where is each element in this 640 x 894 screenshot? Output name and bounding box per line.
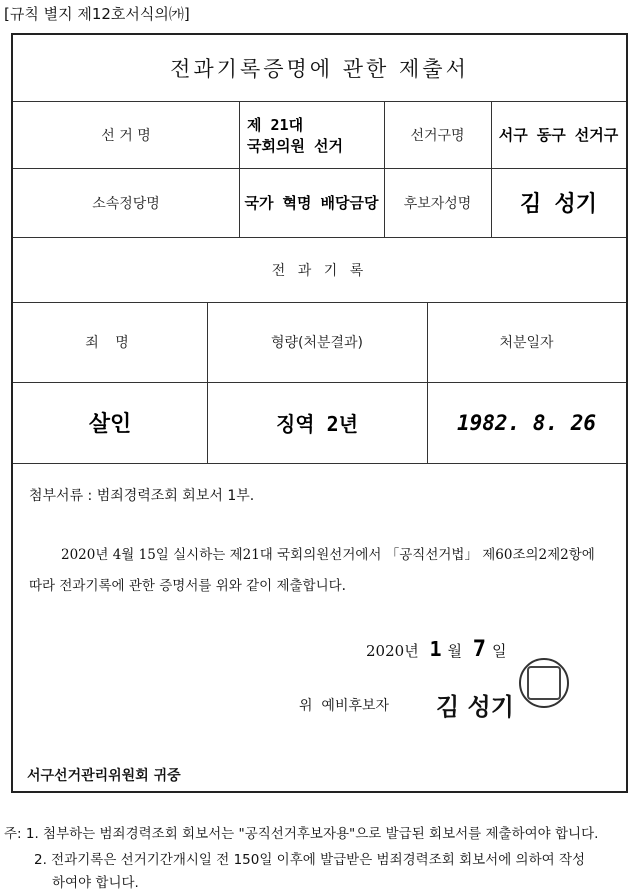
statement-line-2: 따라 전과기록에 관한 증명서를 위와 같이 제출합니다. xyxy=(29,578,346,594)
sentence-value: 징역 2년 xyxy=(275,412,359,436)
date-day: 7 xyxy=(472,637,487,662)
recipient: 서구선거관리위원회 귀중 xyxy=(27,768,181,784)
party-name-label: 소속정당명 xyxy=(92,195,160,212)
criminal-record-section-title: 전 과 기 록 xyxy=(271,262,368,279)
date-month-unit: 월 xyxy=(447,642,463,660)
candidate-name-label: 후보자성명 xyxy=(403,195,472,212)
election-name-line2: 국회의원 선거 xyxy=(247,136,343,155)
seal-stamp-inner xyxy=(527,666,561,700)
seal-stamp xyxy=(519,658,569,708)
candidate-name-value: 김 성기 xyxy=(519,192,597,217)
sentence-header: 형량(처분결과) xyxy=(270,335,364,351)
offense-header: 죄 명 xyxy=(85,335,135,351)
election-name-value xyxy=(239,101,384,168)
district-name-label: 선거구명 xyxy=(410,127,465,144)
election-name-line1: 제 21대 xyxy=(247,115,304,134)
date-year-unit: 년 xyxy=(404,642,419,660)
district-name-value: 서구 동구 선거구 xyxy=(498,126,619,144)
signer-signature: 김 성기 xyxy=(436,692,514,721)
submission-date xyxy=(366,637,507,662)
divider xyxy=(13,463,626,464)
statement-line-1: 2020년 4월 15일 실시하는 제21대 국회의원선거에서 「공직선거법」 제60조의2제2항에 xyxy=(61,547,595,563)
date-month: 1 xyxy=(429,637,442,661)
note-line-1: 주: 1. 첨부하는 범죄경력조회 회보서는 "공직선거후보자용"으로 발급된 회보서를 제출하여야 합니다. xyxy=(4,826,599,842)
date-year: 2020 xyxy=(366,642,405,660)
election-name-label: 선 거 명 xyxy=(101,127,151,144)
signer-label: 위 예비후보자 xyxy=(299,698,390,714)
date-day-unit: 일 xyxy=(492,642,507,660)
form-reference-header: [규칙 별지 제12호서식의㈎] xyxy=(4,5,190,23)
attachment-text: 첨부서류 : 범죄경력조회 회보서 1부. xyxy=(29,488,255,504)
disposition-date-value: 1982. 8. 26 xyxy=(456,410,597,435)
party-name-value: 국가 혁명 배당금당 xyxy=(244,194,379,212)
disposition-date-header: 처분일자 xyxy=(499,335,554,351)
offense-value: 살인 xyxy=(88,412,132,437)
note-line-3: 하여야 합니다. xyxy=(52,875,139,891)
form-title: 전과기록증명에 관한 제출서 xyxy=(13,35,626,102)
note-line-2: 2. 전과기록은 선거기간개시일 전 150일 이후에 발급받은 범죄경력조회 회보서에 의하여 작성 xyxy=(34,852,586,868)
